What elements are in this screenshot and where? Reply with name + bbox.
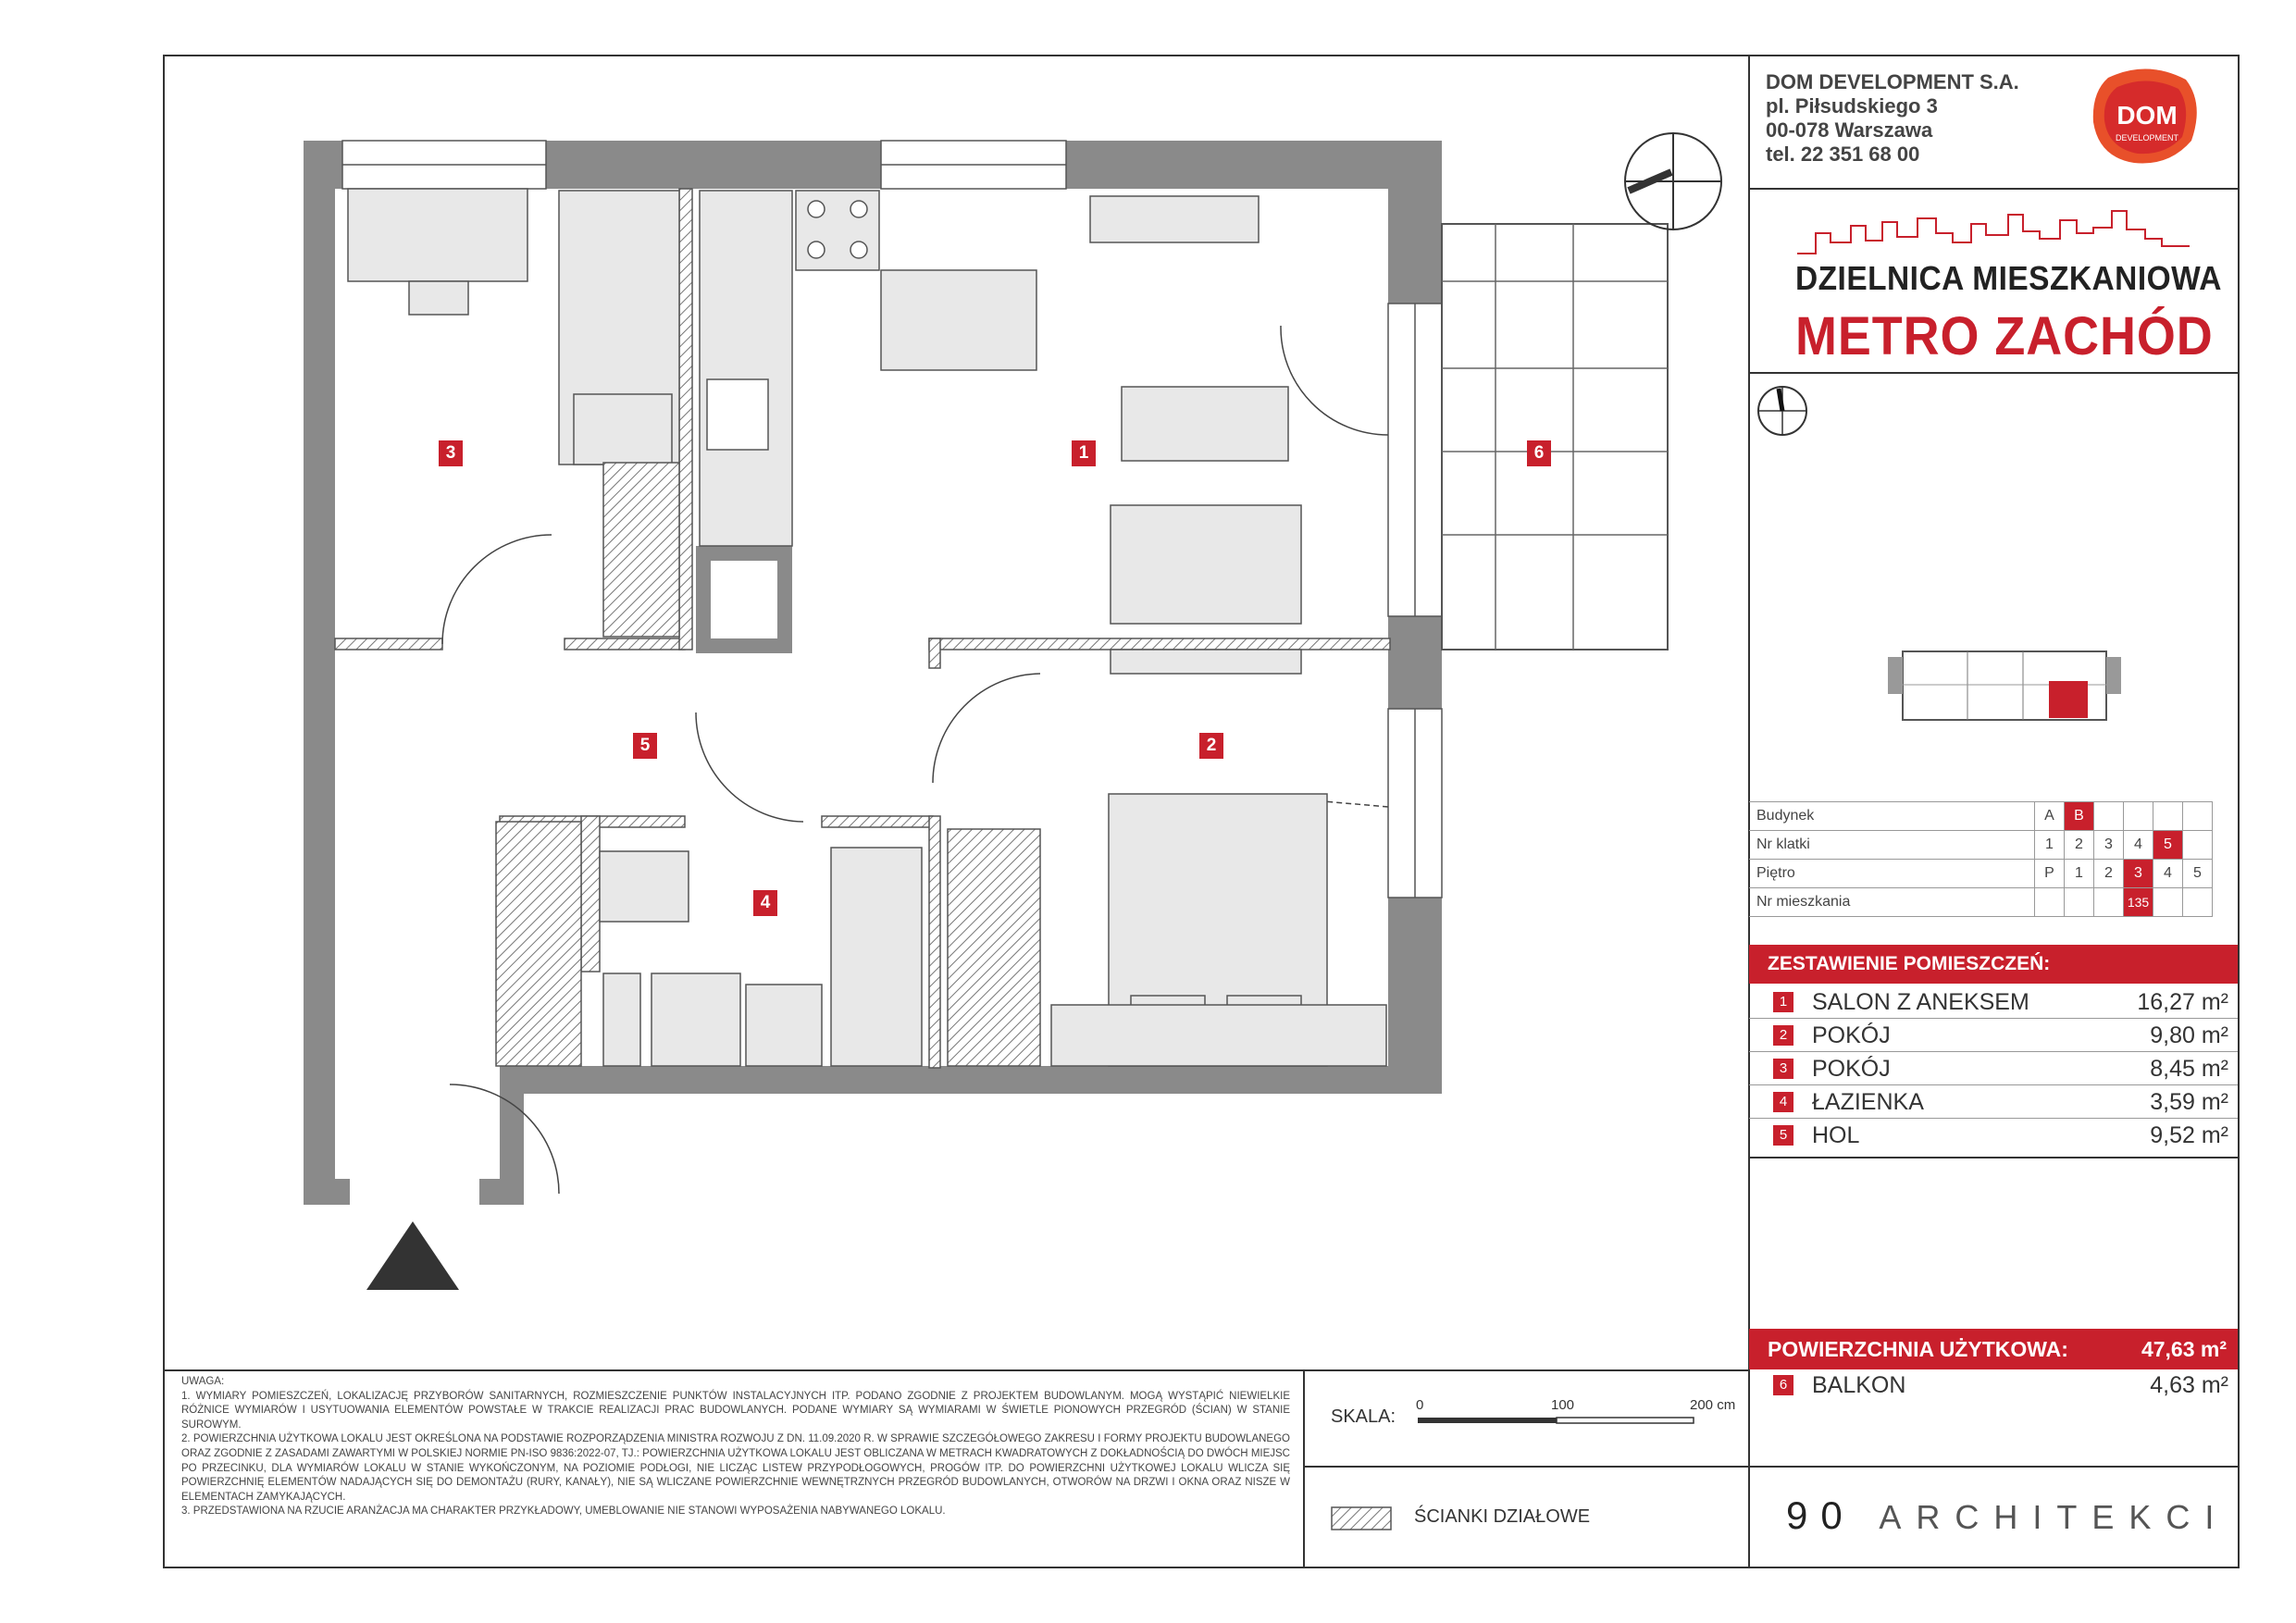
compass-small bbox=[1753, 381, 1812, 440]
room-number: 2 bbox=[1773, 1025, 1793, 1046]
room-name: HOL bbox=[1812, 1122, 1860, 1148]
architect-number: 90 bbox=[1786, 1493, 1855, 1537]
room-number: 5 bbox=[1773, 1125, 1793, 1146]
pietro-option-5: 5 bbox=[2183, 860, 2213, 888]
architect-name: ARCHITEKCI bbox=[1879, 1498, 2229, 1536]
plan-label-room-1: 1 bbox=[1072, 440, 1096, 466]
room-row bbox=[1749, 1086, 2238, 1119]
divider-scale bbox=[1304, 1466, 1749, 1468]
scale-label: SKALA: bbox=[1331, 1406, 1396, 1427]
divider-notes bbox=[1303, 1370, 1305, 1567]
room-name: ŁAZIENKA bbox=[1812, 1089, 1924, 1115]
entrance-arrow bbox=[366, 1221, 459, 1290]
plan-label-room-6: 6 bbox=[1527, 440, 1551, 466]
room-name: SALON Z ANEKSEM bbox=[1812, 989, 2029, 1015]
row-mieszkanie bbox=[1749, 888, 2213, 917]
room-row bbox=[1749, 1120, 2238, 1151]
room-number: 3 bbox=[1773, 1059, 1793, 1079]
klatka-option-4: 4 bbox=[2124, 831, 2153, 860]
note-item: 3. PRZEDSTAWIONA NA RZUCIE ARANŻACJA MA CHARAKTER PRZYKŁADOWY, UMEBLOWANIE NIE STANOWI WYPOSAŻENIA NABYWANEGO LOKALU. bbox=[181, 1505, 946, 1518]
legend-label: ŚCIANKI DZIAŁOWE bbox=[1414, 1506, 1591, 1527]
row-klatka bbox=[1749, 831, 2213, 860]
company-address-city: 00-078 Warszawa bbox=[1766, 118, 1933, 142]
furniture bbox=[348, 189, 1386, 1066]
divider-brand bbox=[1750, 372, 2238, 374]
floor-plan bbox=[165, 56, 1738, 1370]
row-pietro bbox=[1749, 860, 2213, 888]
company-address-street: pl. Piłsudskiego 3 bbox=[1766, 94, 1938, 118]
total-area-value: 47,63 m² bbox=[2141, 1337, 2227, 1361]
balcony bbox=[1442, 224, 1668, 650]
label-mieszkanie: Nr mieszkania bbox=[1749, 888, 2035, 917]
klatka-option-5: 5 bbox=[2153, 831, 2183, 860]
pietro-option-1: 1 bbox=[2065, 860, 2094, 888]
mieszkanie-number: 135 bbox=[2124, 888, 2153, 917]
compass-north bbox=[1625, 133, 1721, 229]
room-number: 1 bbox=[1773, 992, 1793, 1012]
logo-text-dom: DOM bbox=[2116, 101, 2178, 130]
logo-text-development: DEVELOPMENT bbox=[2115, 133, 2179, 142]
pietro-option-3: 3 bbox=[2124, 860, 2153, 888]
klatka-option-3: 3 bbox=[2094, 831, 2124, 860]
room-row bbox=[1749, 986, 2238, 1019]
company-name: DOM DEVELOPMENT S.A. bbox=[1766, 70, 2019, 93]
key-plan bbox=[1884, 638, 2125, 731]
room-area: 9,80 m² bbox=[2150, 1022, 2228, 1048]
room-area: 16,27 m² bbox=[2137, 989, 2228, 1015]
company-phone: tel. 22 351 68 00 bbox=[1766, 142, 1920, 166]
dom-development-logo bbox=[2090, 67, 2204, 168]
skyline-graphic bbox=[1797, 205, 2190, 257]
plan-label-room-2: 2 bbox=[1199, 733, 1223, 759]
total-area-bar bbox=[1749, 1329, 2238, 1369]
room-area: 8,45 m² bbox=[2150, 1056, 2228, 1082]
notes-block bbox=[181, 1375, 1290, 1519]
room-name: POKÓJ bbox=[1812, 1022, 1891, 1048]
total-area-label: POWIERZCHNIA UŻYTKOWA: bbox=[1768, 1337, 2068, 1361]
rooms-header: ZESTAWIENIE POMIESZCZEŃ: bbox=[1749, 945, 2238, 984]
pietro-option-p: P bbox=[2035, 860, 2065, 888]
scale-tick-100: 100 bbox=[1551, 1397, 1575, 1413]
room-row bbox=[1749, 1020, 2238, 1052]
scale-tick-0: 0 bbox=[1416, 1397, 1424, 1413]
balcony-row bbox=[1749, 1369, 2238, 1401]
balcony-number: 6 bbox=[1773, 1375, 1793, 1395]
budynek-option-b: B bbox=[2065, 802, 2094, 831]
brand-line-2: METRO ZACHÓD bbox=[1795, 306, 2214, 366]
room-number: 4 bbox=[1773, 1092, 1793, 1112]
note-item: 2. POWIERZCHNIA UŻYTKOWA LOKALU JEST OKREŚLONA NA PODSTAWIE ROZPORZĄDZENIA MINISTRA ROZWOJU Z DN. 11.09.2020 R. W SPRAWIE SZCZEGÓŁOWEGO ZAKRESU I FORMY PROJEKTU BUDOWLANEGO ORAZ ZGODNIE Z ZASADAMI ZAWARTYMI W POLSKIEJ NORMIE PN-ISO 9836:2022-07, TJ.: POWIERZCHNIA UŻYTKOWA LOKALU JEST OBLICZANA W METRACH KWADRATOWYCH Z DOKŁADNOŚCIĄ DO DWÓCH MIEJSC PO PRZECINKU, DLA WYMIARÓW LOKALU W STANIE WYKOŃCZONYM, NA POZIOMIE PODŁOGI, NIE LICZĄC LISTEW PRZYPODŁOGOWYCH, PROGÓW ITP. DO POWIERZCHNI UŻYTKOWEJ LOKALU WLICZA SIĘ POWIERZCHNIĘ ELEMENTÓW NADAJĄCYCH SIĘ DO DEMONTAŻU (RURY, KANAŁY), NIE SĄ WLICZANE POWIERZCHNIE WEWNĘTRZNYCH PRZEGRÓD BUDOWLANYCH, OTWORÓW NA DRZWI I OKNA ORAZ NISZE W ELEMENTACH ZAMYKAJĄCYCH. bbox=[181, 1433, 1290, 1503]
brand-line-1: DZIELNICA MIESZKANIOWA bbox=[1795, 259, 2222, 297]
label-budynek: Budynek bbox=[1749, 802, 2035, 831]
room-area: 3,59 m² bbox=[2150, 1089, 2228, 1115]
note-item: 1. WYMIARY POMIESZCZEŃ, LOKALIZACJĘ PRZYBORÓW SANITARNYCH, ROZMIESZCZENIE PUNKTÓW INSTALACYJNYCH ITP. PODANO ZGODNIE Z PROJEKTEM BUDOWLANYM. MOGĄ WYSTĄPIĆ NIEWIELKIE RÓŻNICE WYMIARÓW I USYTUOWANIA ELEMENTÓW POWSTAŁE W TRAKCIE REALIZACJI PRAC BUDOWLANYCH. PODANE WYMIARY SĄ WYMIARAMI W ŚWIETLE PIONOWYCH PRZEGRÓD (ŚCIAN) W STANIE SUROWYM. bbox=[181, 1390, 1290, 1431]
scale-bar bbox=[1418, 1416, 1695, 1427]
company-info bbox=[1766, 70, 2019, 167]
room-area: 9,52 m² bbox=[2150, 1122, 2228, 1148]
divider-company bbox=[1750, 188, 2238, 190]
label-pietro: Piętro bbox=[1749, 860, 2035, 888]
notes-title: UWAGA: bbox=[181, 1376, 225, 1387]
legend-hatch-swatch bbox=[1331, 1506, 1392, 1530]
pietro-option-4: 4 bbox=[2153, 860, 2183, 888]
balcony-area: 4,63 m² bbox=[2150, 1372, 2228, 1398]
budynek-option-a: A bbox=[2035, 802, 2065, 831]
scale-tick-200: 200 cm bbox=[1690, 1397, 1736, 1413]
divider-architect bbox=[1750, 1466, 2238, 1468]
balcony-name: BALKON bbox=[1812, 1372, 1906, 1398]
room-name: POKÓJ bbox=[1812, 1056, 1891, 1082]
architect-logo bbox=[1786, 1493, 2228, 1538]
row-budynek bbox=[1749, 802, 2213, 831]
room-row bbox=[1749, 1053, 2238, 1085]
klatka-option-1: 1 bbox=[2035, 831, 2065, 860]
klatka-option-2: 2 bbox=[2065, 831, 2094, 860]
apartment-info-table bbox=[1749, 801, 2213, 917]
plan-label-room-4: 4 bbox=[753, 890, 777, 916]
plan-label-room-3: 3 bbox=[439, 440, 463, 466]
pietro-option-2: 2 bbox=[2094, 860, 2124, 888]
divider-rooms-bottom bbox=[1750, 1157, 2238, 1158]
label-klatka: Nr klatki bbox=[1749, 831, 2035, 860]
plan-label-room-5: 5 bbox=[633, 733, 657, 759]
